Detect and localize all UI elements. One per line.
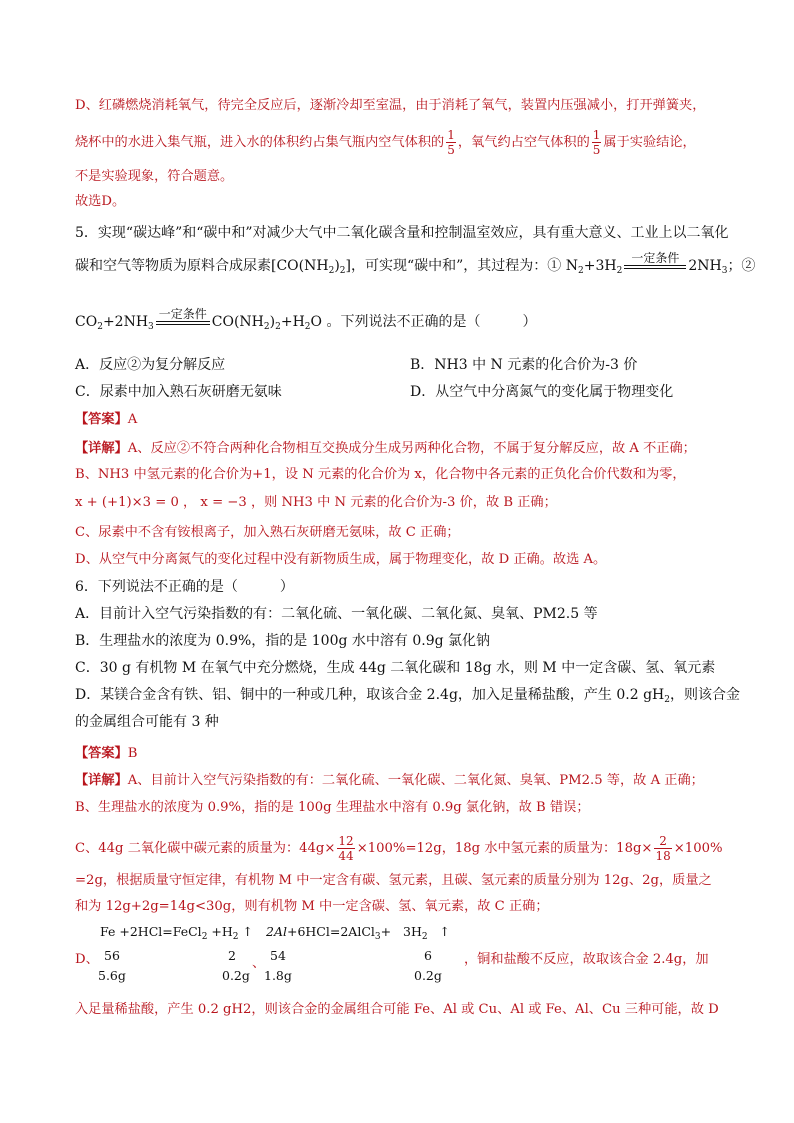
question-6-option-d: 的金属组合可能有 3 种 [75, 714, 219, 730]
explanation-line [75, 771, 704, 791]
subscript: 3 [374, 932, 381, 942]
fraction [337, 834, 354, 863]
reaction-condition-arrow [156, 307, 210, 325]
fraction [446, 128, 456, 157]
answer-line [75, 744, 137, 764]
explanation-tag: 【详解】 [75, 441, 128, 456]
fraction-denominator: 5 [447, 143, 455, 157]
subscript: 2 [275, 322, 281, 332]
subscript: 2 [339, 266, 346, 276]
fraction-denominator: 18 [655, 849, 671, 863]
equation-al-amount: 0.2g [414, 968, 442, 983]
explanation-text: A、目前计入空气污染指数的有：二氧化硫、一氧化碳、二氧化氮、臭氧、PM2.5 等，故 A 正确； [127, 773, 704, 788]
stem-text: ) [269, 314, 276, 330]
option-c: C．尿素中加入熟石灰研磨无氨味 [75, 384, 282, 400]
subscript: 2 [616, 266, 623, 276]
question-6-option-a: A．目前计入空气污染指数的有：二氧化硫、一氧化碳、二氧化氮、臭氧、PM2.5 等 [75, 606, 598, 622]
explanation-line [75, 439, 696, 459]
question-6-option-c: C．30 g 有机物 M 在氧气中充分燃烧，生成 44g 二氧化碳和 18g 水，则 M 中一定含碳、氢、氧元素 [75, 660, 716, 676]
equation-text: 3H [403, 924, 422, 939]
fraction-denominator: 44 [338, 849, 354, 863]
equation-text: 2Al [266, 924, 287, 939]
equation-prefix: D、 [75, 952, 99, 967]
stem-text: 碳和空气等物质为原料合成尿素[CO(NH [75, 258, 329, 274]
equation-al [266, 924, 450, 942]
explanation-line: x + (+1)×3 = 0 ， x = −3 ，则 NH3 中 N 元素的化合价为-3 价，故 B 正确； [75, 495, 557, 510]
explanation-text: C、44g 二氧化碳中碳元素的质量为：44g× [75, 841, 336, 856]
solution-text: 烧杯中的水进入集气瓶，进入水的体积约占集气瓶内空气体积的 [75, 135, 445, 150]
explanation-line: B、NH3 中氢元素的化合价为+1，设 N 元素的化合价为 x，化合物中各元素的正负化合价代数和为零， [75, 467, 686, 482]
stem-text: +H [280, 314, 305, 330]
stem-text: ]，可实现“碳中和”，其过程为：① N [345, 258, 578, 274]
explanation-text: ×100% [673, 841, 723, 856]
explanation-text: ，铜和盐酸不反应，故取该合金 2.4g，加 [464, 952, 709, 967]
equation-fe-mass: 2 [228, 948, 236, 963]
subscript: 3 [148, 322, 154, 332]
fraction-numerator: 12 [338, 834, 354, 848]
equation-fe-mass: 56 [104, 948, 120, 963]
option-text: ，则该合金 [669, 687, 740, 703]
explanation-line [75, 834, 723, 863]
answer-tag: 【答案】 [75, 412, 128, 427]
fraction-numerator: 1 [447, 128, 455, 142]
gas-arrow: ↑ [238, 924, 253, 939]
explanation-text: ×100%=12g，18g 水中氢元素的质量为：18g× [356, 841, 653, 856]
fraction-numerator: 1 [592, 128, 601, 142]
subscript: 3 [721, 266, 728, 276]
question-6-stem: 6．下列说法不正确的是（ ） [75, 579, 294, 595]
explanation-line: 和为 12g+2g=14g<30g，则有机物 M 中一定含碳、氢、氧元素，故 C 正确； [75, 899, 549, 914]
equilibrium-bar [156, 321, 210, 325]
equation-text: +H [207, 924, 233, 939]
subscript: 2 [232, 932, 239, 942]
subscript: 2 [421, 932, 428, 942]
solution-text: 属于实验结论， [603, 135, 696, 150]
fraction-denominator: 5 [592, 143, 601, 157]
stem-text: ) [334, 258, 340, 274]
stem-text: 2NH [688, 258, 722, 274]
equilibrium-bar [624, 265, 686, 269]
subscript: 2 [664, 695, 670, 705]
explanation-line: B、生理盐水的浓度为 0.9%，指的是 100g 生理盐水中溶有 0.9g 氯化钠，故 B 错误； [75, 800, 590, 815]
gas-arrow: ↑ [435, 924, 451, 939]
solution-text-line [75, 128, 696, 157]
explanation-text: A、反应②不符合两种化合物相互交换成分生成另两种化合物，不属于复分解反应，故 A 不正确； [127, 441, 696, 456]
equation-fe-amount: 0.2g [222, 968, 250, 983]
subscript: 2 [304, 322, 311, 332]
equation-al-mass: 6 [424, 948, 432, 963]
equation-text: Fe +2HCl=FeCl [100, 924, 202, 939]
explanation-line: D、从空气中分离氮气的变化过程中没有新物质生成，属于物理变化，故 D 正确。故选 A。 [75, 552, 607, 567]
question-5-stem-line: 5．实现“碳达峰”和“碳中和”对减少大气中二氧化碳含量和控制温室效应，具有重大意义、工业上以二氧化 [75, 225, 729, 241]
solution-text: ，氧气约占空气体积的 [457, 135, 590, 150]
solution-text-line: 故选D。 [75, 194, 126, 209]
fraction [592, 128, 602, 157]
reaction-condition-arrow [624, 251, 686, 269]
question-5-stem-line [75, 307, 537, 337]
subscript: 2 [97, 322, 103, 332]
equation-separator: 、 [252, 956, 266, 971]
stem-text: CO(NH [211, 314, 264, 330]
equation-al-amount: 1.8g [264, 968, 292, 983]
option-d: D．从空气中分离氮气的变化属于物理变化 [410, 384, 674, 400]
answer-line [75, 410, 137, 430]
stem-text: O 。下列说法不正确的是（ ） [310, 314, 537, 330]
equation-fe-amount: 5.6g [98, 968, 126, 983]
explanation-tag: 【详解】 [75, 773, 128, 788]
option-b: B．NH3 中 N 元素的化合价为-3 价 [410, 357, 638, 373]
stem-text: ；② [727, 258, 756, 274]
equation-text: +6HCl=2AlCl [286, 924, 375, 939]
explanation-line: 入足量稀盐酸，产生 0.2 gH2，则该合金的金属组合可能 Fe、Al 或 Cu、Al 或 Fe、Al、Cu 三种可能，故 D [75, 1002, 719, 1017]
solution-text-line: 不是实验现象，符合题意。 [75, 169, 234, 184]
question-6-option-b: B．生理盐水的浓度为 0.9%，指的是 100g 水中溶有 0.9g 氯化钠 [75, 633, 491, 649]
reaction-condition-label: 一定条件 [631, 251, 680, 265]
stem-text: +3H [583, 258, 617, 274]
answer-value: B [127, 746, 138, 761]
explanation-line: C、尿素中不含有铵根离子，加入熟石灰研磨无氨味，故 C 正确； [75, 525, 460, 540]
subscript: 2 [263, 322, 270, 332]
question-5-stem-line [75, 251, 756, 281]
question-6-option-d [75, 685, 740, 710]
subscript: 2 [328, 266, 335, 276]
stem-text: CO [75, 314, 98, 330]
option-text: D．某镁合金含有铁、铝、铜中的一种或几种，取该合金 2.4g，加入足量稀盐酸，产生 0.2 gH [75, 687, 665, 703]
equation-al-mass: 54 [270, 948, 286, 963]
explanation-line: =2g，根据质量守恒定律，有机物 M 中一定含有碳、氢元素，且碳、氢元素的质量分别为 12g、2g，质量之 [75, 873, 712, 888]
equation-fe [100, 924, 253, 942]
subscript: 2 [201, 932, 208, 942]
answer-tag: 【答案】 [75, 746, 128, 761]
equation-text: + [380, 924, 392, 939]
answer-value: A [127, 412, 138, 427]
stem-text: +2NH [102, 314, 149, 330]
fraction-numerator: 2 [654, 834, 671, 849]
fraction [654, 834, 671, 863]
solution-text-line: D、红磷燃烧消耗氧气，待完全反应后，逐渐冷却至室温，由于消耗了氧气，装置内压强减小，打开弹簧夹， [75, 98, 706, 113]
reaction-condition-label: 一定条件 [158, 307, 207, 321]
subscript: 2 [578, 266, 584, 276]
option-a: A．反应②为复分解反应 [75, 357, 226, 373]
